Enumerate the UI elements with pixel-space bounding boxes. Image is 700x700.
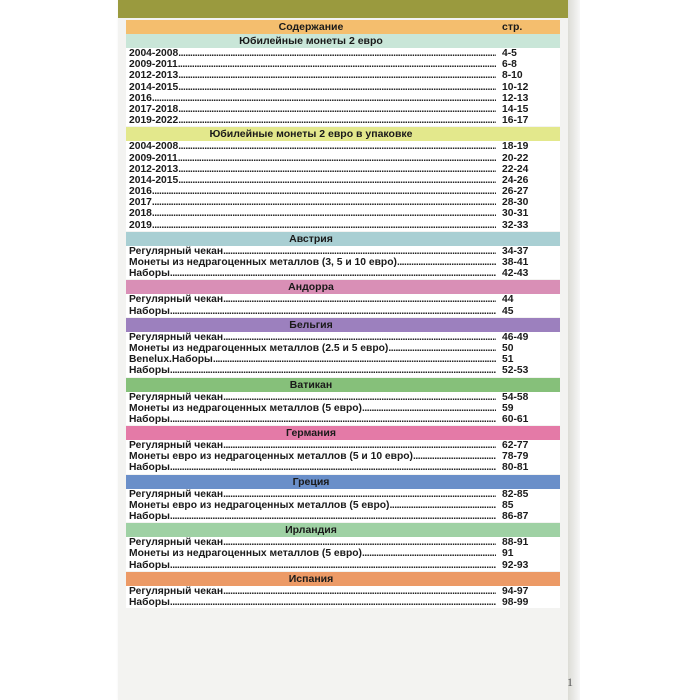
contents-row [126, 115, 560, 126]
section-title [126, 426, 560, 440]
section-title-spacer [496, 232, 560, 246]
row-label: Монеты из недрагоценных металлов (2.5 и 5 евро) [129, 342, 389, 354]
dot-leader [223, 440, 496, 451]
row-label-area [126, 48, 496, 59]
row-pages: 88-91 [496, 537, 560, 548]
row-pages: 34-37 [496, 246, 560, 257]
row-label-area [126, 208, 496, 219]
row-pages: 22-24 [496, 164, 560, 175]
dot-leader [178, 82, 496, 93]
row-label: 2014-2015 [129, 81, 179, 93]
row-pages: 24-26 [496, 175, 560, 186]
row-label-area [126, 365, 496, 376]
row-label-area [126, 392, 496, 403]
row-pages: 12-13 [496, 93, 560, 104]
contents-row [126, 70, 560, 81]
dot-leader [170, 462, 496, 473]
row-label: 2014-2015 [129, 174, 179, 186]
row-label: 2009-2011 [129, 59, 178, 71]
row-label: Наборы [129, 305, 170, 317]
row-label: Наборы [129, 559, 170, 571]
dot-leader [178, 153, 496, 164]
contents-title: Содержание [278, 21, 344, 33]
dot-leader [178, 141, 496, 152]
row-label-area [126, 294, 496, 305]
section-title [126, 523, 560, 537]
contents-row [126, 175, 560, 186]
contents-row [126, 208, 560, 219]
row-label: Регулярный чекан [129, 585, 224, 597]
row-label-area [126, 257, 496, 268]
row-pages: 51 [496, 354, 560, 365]
row-label: Регулярный чекан [129, 440, 224, 452]
contents-section [126, 34, 560, 126]
row-label: 2009-2011 [129, 152, 178, 164]
row-label: 2004-2008 [129, 48, 179, 59]
row-pages: 6-8 [496, 59, 560, 70]
section-title [126, 127, 560, 141]
row-pages: 80-81 [496, 462, 560, 473]
dot-leader [388, 343, 496, 354]
dot-leader [170, 365, 496, 376]
row-label-area [126, 343, 496, 354]
contents-row [126, 365, 560, 376]
row-label: Регулярный чекан [129, 391, 224, 403]
contents-section [126, 318, 560, 377]
contents-row [126, 548, 560, 559]
contents-row [126, 586, 560, 597]
dot-leader [389, 500, 496, 511]
contents-row [126, 489, 560, 500]
row-label-area [126, 597, 496, 608]
row-pages: 16-17 [496, 115, 560, 126]
contents-section [126, 475, 560, 523]
row-label-area [126, 104, 496, 115]
row-pages: 46-49 [496, 332, 560, 343]
row-pages: 8-10 [496, 70, 560, 81]
row-label: 2017-2018 [129, 103, 179, 115]
row-label: 2019-2022 [129, 115, 179, 127]
contents-row [126, 82, 560, 93]
contents-section [126, 127, 560, 231]
row-pages: 44 [496, 294, 560, 305]
contents-row [126, 220, 560, 231]
section-title-text: Ирландия [285, 524, 337, 537]
contents-row [126, 392, 560, 403]
row-label-area [126, 186, 496, 197]
row-label-area [126, 164, 496, 175]
dot-leader [152, 208, 496, 219]
row-label-area [126, 511, 496, 522]
row-pages: 30-31 [496, 208, 560, 219]
row-pages: 42-43 [496, 268, 560, 279]
row-label-area [126, 500, 496, 511]
dot-leader [223, 537, 496, 548]
section-title-spacer [496, 318, 560, 332]
section-title-spacer [496, 34, 560, 48]
row-label: Монеты евро из недрагоценных металлов (5 и 10 евро) [129, 451, 413, 463]
section-title-text: Юбилейные монеты 2 евро [239, 35, 383, 47]
row-label: Монеты из недрагоценных металлов (5 евро) [129, 402, 362, 414]
dot-leader [170, 511, 496, 522]
contents-row [126, 257, 560, 268]
contents-section [126, 280, 560, 316]
row-label-area [126, 586, 496, 597]
section-title [126, 475, 560, 489]
row-pages: 50 [496, 343, 560, 354]
contents-row [126, 186, 560, 197]
section-title-spacer [496, 475, 560, 489]
row-label-area [126, 82, 496, 93]
contents-section [126, 523, 560, 571]
section-title-spacer [496, 127, 560, 141]
row-pages: 26-27 [496, 186, 560, 197]
contents-section [126, 232, 560, 280]
dot-leader [223, 392, 496, 403]
contents-row [126, 414, 560, 425]
contents-row [126, 537, 560, 548]
dot-leader [152, 93, 496, 104]
dot-leader [170, 414, 496, 425]
dot-leader [152, 220, 496, 231]
top-color-bar [118, 0, 568, 18]
row-pages: 62-77 [496, 440, 560, 451]
row-label: 2016 [129, 92, 152, 104]
dot-leader [178, 164, 496, 175]
section-title-text: Греция [292, 475, 330, 488]
row-label: 2004-2008 [129, 141, 179, 153]
contents-row [126, 294, 560, 305]
row-pages: 91 [496, 548, 560, 559]
contents-section [126, 572, 560, 608]
dot-leader [213, 354, 496, 365]
contents-row [126, 48, 560, 59]
section-title [126, 34, 560, 48]
row-label-area [126, 70, 496, 81]
page-number: 1 [567, 675, 573, 689]
dot-leader [178, 115, 496, 126]
row-label-area [126, 560, 496, 571]
section-title-text: Германия [286, 427, 336, 440]
contents-row [126, 153, 560, 164]
row-label-area [126, 440, 496, 451]
contents-header [126, 20, 560, 34]
row-label-area [126, 93, 496, 104]
contents-row [126, 197, 560, 208]
row-label: Наборы [129, 365, 170, 377]
dot-leader [170, 597, 496, 608]
dot-leader [178, 70, 496, 81]
row-label-area [126, 220, 496, 231]
section-title-spacer [496, 426, 560, 440]
row-pages: 98-99 [496, 597, 560, 608]
contents-section [126, 378, 560, 426]
row-label-area [126, 537, 496, 548]
contents-row [126, 164, 560, 175]
row-label: Регулярный чекан [129, 294, 224, 306]
row-pages: 94-97 [496, 586, 560, 597]
section-title-text: Бельгия [289, 318, 333, 331]
row-pages: 45 [496, 306, 560, 317]
page-edge [568, 0, 580, 700]
dot-leader [170, 306, 496, 317]
section-title-text: Австрия [289, 232, 333, 245]
contents-row [126, 104, 560, 115]
dot-leader [223, 586, 496, 597]
row-label: 2012-2013 [129, 163, 179, 175]
section-title [126, 572, 560, 586]
dot-leader [170, 268, 496, 279]
contents-row [126, 93, 560, 104]
row-label: Наборы [129, 268, 170, 280]
dot-leader [178, 48, 496, 59]
row-pages: 18-19 [496, 141, 560, 152]
row-label-area [126, 268, 496, 279]
row-label-area [126, 451, 496, 462]
row-label: Монеты евро из недрагоценных металлов (5 евро) [129, 499, 390, 511]
dot-leader [413, 451, 496, 462]
row-label-area [126, 153, 496, 164]
row-label-area [126, 403, 496, 414]
row-label-area [126, 197, 496, 208]
row-label-area [126, 414, 496, 425]
section-title-text: Испания [288, 572, 334, 585]
row-label: 2016 [129, 186, 152, 198]
row-pages: 10-12 [496, 82, 560, 93]
row-label-area [126, 115, 496, 126]
contents-row [126, 59, 560, 70]
section-title [126, 318, 560, 332]
contents-row [126, 451, 560, 462]
row-pages: 28-30 [496, 197, 560, 208]
row-label: Монеты из недрагоценных металлов (3, 5 и 10 евро) [129, 257, 397, 268]
section-title [126, 232, 560, 246]
dot-leader [223, 294, 496, 305]
row-pages: 85 [496, 500, 560, 511]
dot-leader [362, 403, 496, 414]
row-pages: 54-58 [496, 392, 560, 403]
row-label: 2018 [129, 208, 152, 220]
row-label-area [126, 354, 496, 365]
dot-leader [152, 186, 496, 197]
section-title-spacer [496, 572, 560, 586]
contents-row [126, 500, 560, 511]
contents-row [126, 141, 560, 152]
contents-row [126, 332, 560, 343]
section-title [126, 378, 560, 392]
contents-row [126, 343, 560, 354]
row-label: Монеты из недрагоценных металлов (5 евро) [129, 548, 362, 560]
contents-row [126, 597, 560, 608]
row-pages: 78-79 [496, 451, 560, 462]
section-title-text: Юбилейные монеты 2 евро в упаковке [209, 128, 413, 141]
book-page [118, 0, 568, 700]
dot-leader [223, 489, 496, 500]
dot-leader [178, 59, 496, 70]
row-label-area [126, 175, 496, 186]
dot-leader [152, 197, 496, 208]
row-label: 2019 [129, 219, 152, 231]
section-title-spacer [496, 523, 560, 537]
row-label-area [126, 332, 496, 343]
table-of-contents [126, 20, 560, 609]
row-label-area [126, 548, 496, 559]
contents-section [126, 426, 560, 474]
sections-container [126, 34, 560, 608]
row-pages: 59 [496, 403, 560, 414]
row-label: Наборы [129, 413, 170, 425]
dot-leader [178, 175, 496, 186]
pages-column-header: стр. [502, 21, 523, 33]
row-pages: 92-93 [496, 560, 560, 571]
row-pages: 86-87 [496, 511, 560, 522]
section-title-text: Ватикан [289, 378, 333, 391]
row-pages: 32-33 [496, 220, 560, 231]
row-label: Наборы [129, 462, 170, 474]
row-label-area [126, 246, 496, 257]
row-label-area [126, 59, 496, 70]
row-pages: 38-41 [496, 257, 560, 268]
row-pages: 60-61 [496, 414, 560, 425]
row-label: Наборы [129, 511, 170, 522]
dot-leader [170, 560, 496, 571]
section-title [126, 280, 560, 294]
row-label: Регулярный чекан [129, 537, 224, 549]
dot-leader [397, 257, 496, 268]
row-pages: 14-15 [496, 104, 560, 115]
row-label: 2017 [129, 197, 152, 209]
row-pages: 52-53 [496, 365, 560, 376]
row-label: Регулярный чекан [129, 245, 224, 257]
dot-leader [223, 332, 496, 343]
row-pages: 82-85 [496, 489, 560, 500]
contents-row [126, 268, 560, 279]
contents-row [126, 440, 560, 451]
contents-row [126, 403, 560, 414]
contents-row [126, 306, 560, 317]
dot-leader [362, 548, 496, 559]
contents-row [126, 560, 560, 571]
section-title-spacer [496, 378, 560, 392]
row-label-area [126, 306, 496, 317]
contents-row [126, 246, 560, 257]
row-label: Регулярный чекан [129, 488, 224, 500]
section-title-text: Андорра [288, 281, 334, 294]
row-pages: 20-22 [496, 153, 560, 164]
contents-row [126, 462, 560, 473]
contents-row [126, 354, 560, 365]
contents-row [126, 511, 560, 522]
row-label-area [126, 462, 496, 473]
row-label: Регулярный чекан [129, 331, 224, 343]
dot-leader [178, 104, 496, 115]
section-title-spacer [496, 280, 560, 294]
row-label: Benelux.Наборы [129, 354, 213, 366]
row-label: Наборы [129, 596, 170, 608]
row-label-area [126, 489, 496, 500]
row-label: 2012-2013 [129, 70, 179, 82]
row-label-area [126, 141, 496, 152]
dot-leader [223, 246, 496, 257]
row-pages: 4-5 [496, 48, 560, 59]
